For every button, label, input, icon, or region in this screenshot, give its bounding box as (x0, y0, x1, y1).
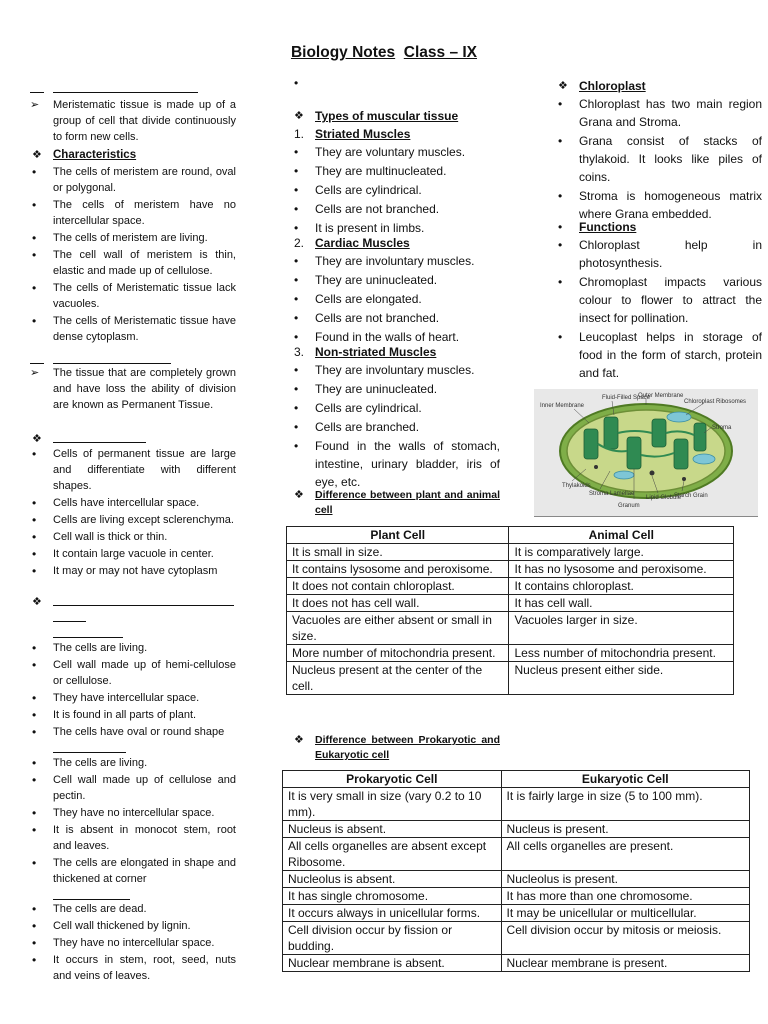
table-row (287, 645, 734, 662)
dash-mark (30, 92, 44, 93)
table-row (283, 838, 750, 871)
list-item: • The cells of Meristematic tissue have dense cytoplasm. (30, 313, 236, 345)
table-cell: It contains lysosome and peroxisome. (287, 561, 509, 578)
table-cell: It has more than one chromosome. (501, 888, 749, 905)
list-item: • It is found in all parts of plant. (30, 707, 236, 723)
label-stroma: Stroma (712, 425, 732, 431)
table-row (283, 788, 750, 821)
list-item: • Cell wall made up of cellulose and pectin. (30, 772, 236, 804)
table-cell: Vacuoles larger in size. (509, 612, 734, 645)
table-cell: Nucleus present either side. (509, 662, 734, 695)
table-row (287, 612, 734, 645)
functions-list (556, 236, 762, 383)
list-item: • It occurs in stem, root, seed, nuts and veins of leaves. (30, 952, 236, 984)
list-item: • They are involuntary muscles. (292, 252, 500, 270)
table-cell: All cells organelles are present. (501, 838, 749, 871)
label-inner-membrane: Inner Membrane (540, 403, 585, 409)
table-cell: It has single chromosome. (283, 888, 502, 905)
table-cell: Cell division occur by mitosis or meiosis. (501, 922, 749, 955)
label-fluid-space: Fluid-Filled Space (602, 395, 651, 401)
list-item: • They have no intercellular space. (30, 935, 236, 951)
blank-heading-line (53, 92, 198, 93)
list-item: • Cell wall is thick or thin. (30, 529, 236, 545)
empty-bullet: • (294, 76, 299, 90)
table-cell: Vacuoles are either absent or small in size. (287, 612, 509, 645)
chloroplast-diagram (534, 389, 758, 517)
table-cell: Nucleus present at the center of the cell. (287, 662, 509, 695)
plant-animal-table (286, 526, 734, 695)
table-cell: It is small in size. (287, 544, 509, 561)
list-item: • It is present in limbs. (292, 219, 500, 237)
meristematic-definition: ➢ Meristematic tissue is made up of a group of cell that divide continuously to form new cells. (30, 97, 236, 145)
table-header: Eukaryotic Cell (501, 771, 749, 788)
table-row (283, 905, 750, 922)
list-item: • Chromoplast impacts various colour to flower to attract the insect for pollination. (556, 273, 762, 327)
list-item: • Found in the walls of heart. (292, 328, 500, 346)
functions-heading: • Functions (558, 220, 637, 234)
blank-line (53, 899, 130, 900)
list-item: • Found in the walls of stomach, intestine, urinary bladder, iris of eye, etc. (292, 437, 500, 491)
list-item: • Chloroplast help in photosynthesis. (556, 236, 762, 272)
list-item: • The cells of meristem are living. (30, 230, 236, 246)
table-cell: It may be unicellular or multicellular. (501, 905, 749, 922)
list-item: • They are multinucleated. (292, 162, 500, 180)
list-item: • They have intercellular space. (30, 690, 236, 706)
label-thylakoids: Thylakoids (562, 483, 591, 489)
prokaryotic-eukaryotic-table (282, 770, 750, 972)
table-cell: Nuclear membrane is absent. (283, 955, 502, 972)
collenchyma-list (30, 755, 236, 888)
list-item: • Cells are cylindrical. (292, 399, 500, 417)
list-item: • Cell wall made up of hemi-cellulose or cellulose. (30, 657, 236, 689)
list-item: • Cells are elongated. (292, 290, 500, 308)
list-item: • Grana consist of stacks of thylakoid. It looks like piles of coins. (556, 132, 762, 186)
list-item: • The cells are elongated in shape and thickened at corner (30, 855, 236, 887)
list-item: • The cells are living. (30, 640, 236, 656)
prokaryotic-eukaryotic-heading: ❖ Difference between Prokaryotic and Eukaryotic cell (292, 733, 500, 763)
table-cell: All cells organelles are absent except Ribosome. (283, 838, 502, 871)
table-cell: It has cell wall. (509, 595, 734, 612)
striated-list (292, 143, 500, 238)
table-cell: It occurs always in unicellular forms. (283, 905, 502, 922)
table-row (283, 955, 750, 972)
label-granum: Granum (618, 503, 640, 509)
table-row (287, 544, 734, 561)
table-row (287, 662, 734, 695)
table-cell: Cell division occur by fission or budding. (283, 922, 502, 955)
permanent-definition: ➢ The tissue that are completely grown and have loss the ability of division are known as Permanent Tissue. (30, 365, 236, 413)
list-item: • Stroma is homogeneous matrix where Grana embedded. (556, 187, 762, 223)
table-cell: Nucleolus is present. (501, 871, 749, 888)
list-item: • It is absent in monocot stem, root and leaves. (30, 822, 236, 854)
nonstriated-heading: 3. Non-striated Muscles (292, 343, 500, 361)
list-item: • Cells are living except sclerenchyma. (30, 512, 236, 528)
list-item: • Cells have intercellular space. (30, 495, 236, 511)
list-item: • They are voluntary muscles. (292, 143, 500, 161)
parenchyma-list (30, 640, 236, 741)
characteristics-heading: ❖ Characteristics (30, 147, 236, 163)
label-starch-grain: Starch Grain (674, 493, 708, 499)
list-item: • The cell wall of meristem is thin, elastic and made up of cellulose. (30, 247, 236, 279)
permanent-characteristics-list (30, 446, 236, 580)
list-item: • The cells are dead. (30, 901, 236, 917)
table-row (283, 888, 750, 905)
list-item: • The cells have oval or round shape (30, 724, 236, 740)
list-item: • Cells are not branched. (292, 309, 500, 327)
list-item: • Leucoplast helps in storage of food in the form of starch, protein and fat. (556, 328, 762, 382)
table-row (283, 871, 750, 888)
table-cell: It is very small in size (vary 0.2 to 10 mm). (283, 788, 502, 821)
chloroplast-heading: ❖ Chloroplast (556, 77, 762, 95)
table-cell: It is fairly large in size (5 to 100 mm). (501, 788, 749, 821)
label-lipid-globule: Lipid Globule (646, 495, 682, 501)
striated-heading: 1. Striated Muscles (292, 125, 500, 143)
list-item: • Cell wall thickened by lignin. (30, 918, 236, 934)
table-row (283, 922, 750, 955)
list-item: • They are uninucleated. (292, 271, 500, 289)
meristem-characteristics-list (30, 164, 236, 346)
table-row (287, 595, 734, 612)
cardiac-heading: 2. Cardiac Muscles (292, 234, 500, 252)
cardiac-list (292, 252, 500, 347)
sclerenchyma-list (30, 901, 236, 985)
list-item: • Chloroplast has two main region Grana and Stroma. (556, 95, 762, 131)
list-item: • The cells of Meristematic tissue lack vacuoles. (30, 280, 236, 312)
nonstriated-list (292, 361, 500, 492)
table-row (287, 578, 734, 595)
table-header: Plant Cell (287, 527, 509, 544)
plant-animal-heading: ❖ Difference between plant and animal cell (292, 488, 500, 518)
table-cell: More number of mitochondria present. (287, 645, 509, 662)
blank-heading (30, 594, 236, 611)
label-chloroplast-ribosomes: Chloroplast Ribosomes (684, 399, 747, 405)
table-cell: Less number of mitochondria present. (509, 645, 734, 662)
table-cell: It has no lysosome and peroxisome. (509, 561, 734, 578)
table-row (287, 561, 734, 578)
label-outer-membrane: Outer Membrane (638, 393, 684, 399)
blank-line (53, 752, 126, 753)
table-cell: It contains chloroplast. (509, 578, 734, 595)
list-item: • The cells of meristem have no intercellular space. (30, 197, 236, 229)
list-item: • The cells are living. (30, 755, 236, 771)
list-item: • It may or may not have cytoplasm (30, 563, 236, 579)
chloroplast-list (556, 95, 762, 224)
table-cell: Nuclear membrane is present. (501, 955, 749, 972)
list-item: • The cells of meristem are round, oval or polygonal. (30, 164, 236, 196)
blank-line (53, 637, 123, 638)
list-item: • They are uninucleated. (292, 380, 500, 398)
blank-line (53, 621, 86, 622)
table-cell: It is comparatively large. (509, 544, 734, 561)
table-cell: Nucleolus is absent. (283, 871, 502, 888)
label-stroma-lamellae: Stroma Lamellae (589, 491, 635, 497)
list-item: • Cells are branched. (292, 418, 500, 436)
blank-heading-line (53, 363, 171, 364)
table-header: Animal Cell (509, 527, 734, 544)
list-item: • Cells are cylindrical. (292, 181, 500, 199)
list-item: • It contain large vacuole in center. (30, 546, 236, 562)
muscle-types-heading: ❖ Types of muscular tissue (292, 107, 500, 125)
page-title: Biology Notes Class – IX (290, 44, 478, 61)
table-cell: Nucleus is present. (501, 821, 749, 838)
table-header: Prokaryotic Cell (283, 771, 502, 788)
table-cell: It does not has cell wall. (287, 595, 509, 612)
dash-mark (30, 363, 44, 364)
table-cell: Nucleus is absent. (283, 821, 502, 838)
list-item: • They have no intercellular space. (30, 805, 236, 821)
list-item: • Cells of permanent tissue are large and differentiate with different shapes. (30, 446, 236, 494)
list-item: • They are involuntary muscles. (292, 361, 500, 379)
table-row (283, 821, 750, 838)
list-item: • Cells are not branched. (292, 200, 500, 218)
table-cell: It does not contain chloroplast. (287, 578, 509, 595)
